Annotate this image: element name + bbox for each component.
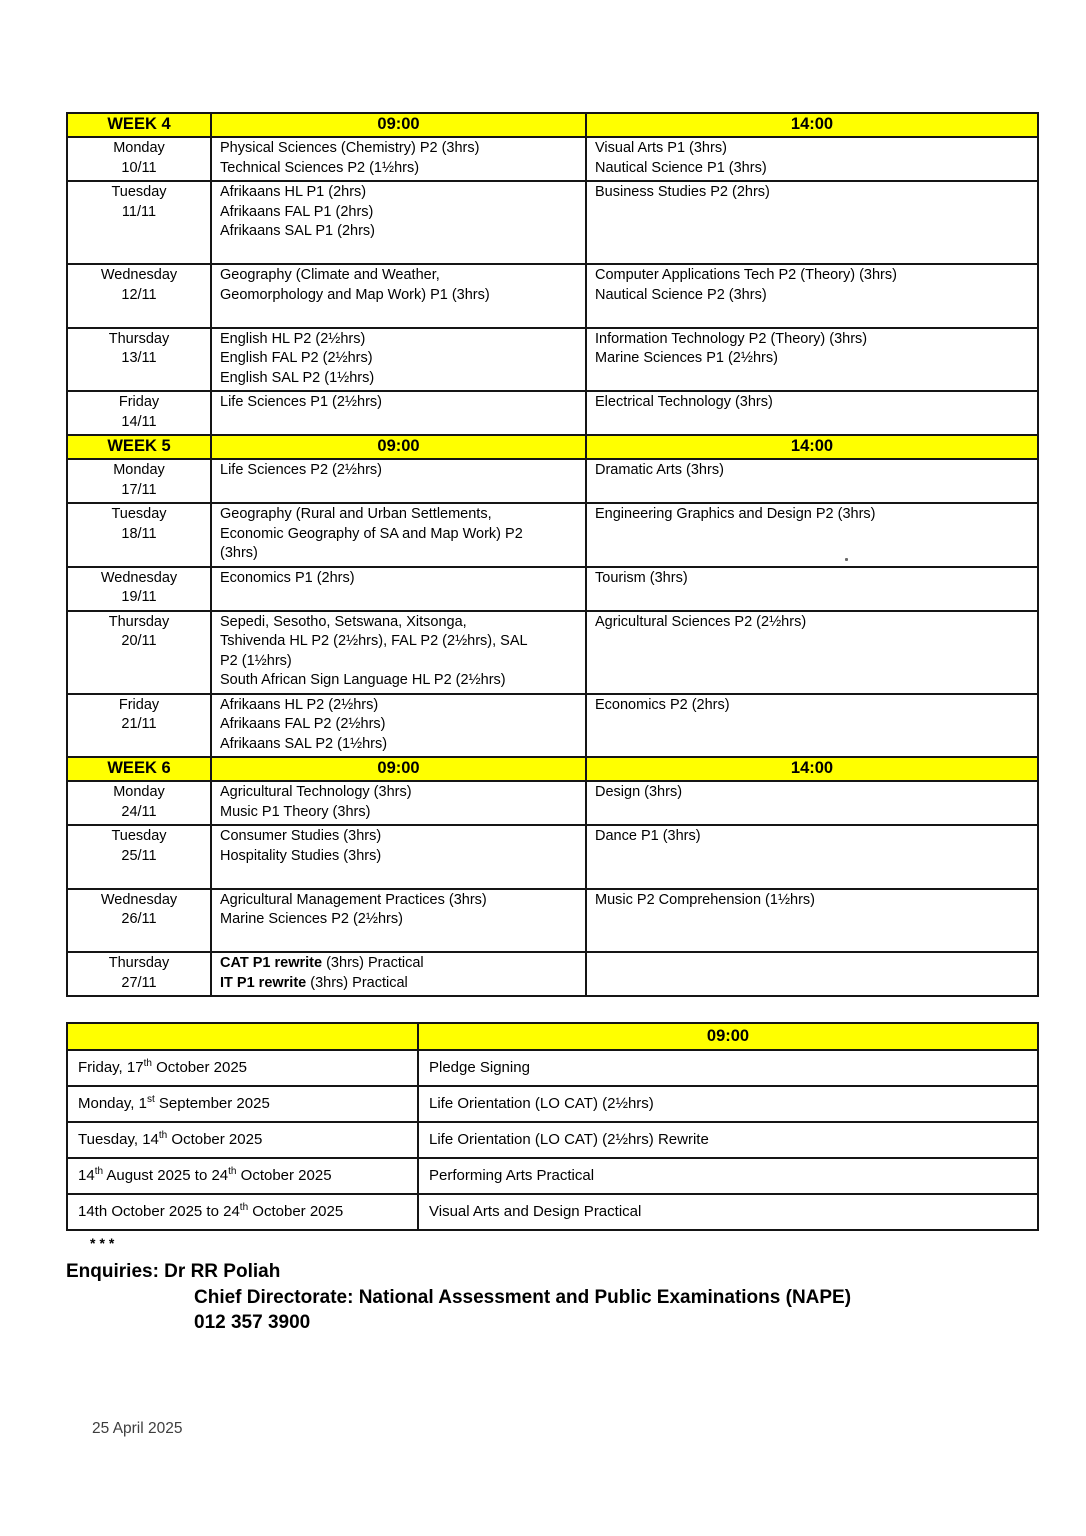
morning-exams-cell: Physical Sciences (Chemistry) P2 (3hrs) Technical Sciences P2 (1½hrs): [211, 137, 586, 181]
day-date-cell: Friday 14/11: [67, 391, 211, 435]
day-date-cell: Thursday 13/11: [67, 328, 211, 392]
week-header-row: [67, 757, 1038, 781]
session-date-cell: Monday, 1st September 2025: [67, 1086, 418, 1122]
session-activity-cell: Performing Arts Practical: [418, 1158, 1038, 1194]
special-sessions-table: [66, 1022, 1039, 1231]
session-activity-cell: Life Orientation (LO CAT) (2½hrs): [418, 1086, 1038, 1122]
exam-day-row: [67, 459, 1038, 503]
session-date-cell: 14th August 2025 to 24th October 2025: [67, 1158, 418, 1194]
afternoon-exams-cell: Business Studies P2 (2hrs): [586, 181, 1038, 264]
day-date-cell: Tuesday 11/11: [67, 181, 211, 264]
session-activity-cell: Life Orientation (LO CAT) (2½hrs) Rewrite: [418, 1122, 1038, 1158]
day-date-cell: Friday 21/11: [67, 694, 211, 758]
afternoon-exams-cell: Design (3hrs): [586, 781, 1038, 825]
morning-exams-cell: CAT P1 rewrite (3hrs) Practical IT P1 rewrite (3hrs) Practical: [211, 952, 586, 996]
special-time-header: 09:00: [418, 1023, 1038, 1050]
week-label: WEEK 6: [67, 757, 211, 781]
exam-day-row: [67, 825, 1038, 889]
morning-exams-cell: Sepedi, Sesotho, Setswana, Xitsonga, Tshivenda HL P2 (2½hrs), FAL P2 (2½hrs), SAL P2 (1½hrs) South African Sign Language HL P2 (2½hrs): [211, 611, 586, 694]
special-header-empty-cell: [67, 1023, 418, 1050]
exam-day-row: [67, 264, 1038, 328]
morning-exams-cell: Afrikaans HL P1 (2hrs) Afrikaans FAL P1 (2hrs) Afrikaans SAL P1 (2hrs): [211, 181, 586, 264]
exam-day-row: [67, 567, 1038, 611]
exam-day-row: [67, 391, 1038, 435]
afternoon-exams-cell: Electrical Technology (3hrs): [586, 391, 1038, 435]
exam-day-row: [67, 181, 1038, 264]
exam-day-row: [67, 952, 1038, 996]
exam-timetable-body: [67, 113, 1038, 996]
afternoon-exams-cell: Economics P2 (2hrs): [586, 694, 1038, 758]
week-header-row: [67, 435, 1038, 459]
exam-day-row: [67, 781, 1038, 825]
session-date-cell: Friday, 17th October 2025: [67, 1050, 418, 1086]
morning-exams-cell: English HL P2 (2½hrs) English FAL P2 (2½hrs) English SAL P2 (1½hrs): [211, 328, 586, 392]
afternoon-time-header: 14:00: [586, 757, 1038, 781]
morning-exams-cell: Life Sciences P1 (2½hrs): [211, 391, 586, 435]
enquiries-contact-line: Enquiries: Dr RR Poliah: [66, 1261, 281, 1282]
exam-day-row: [67, 611, 1038, 694]
afternoon-exams-cell: Music P2 Comprehension (1½hrs): [586, 889, 1038, 953]
session-date-cell: Tuesday, 14th October 2025: [67, 1122, 418, 1158]
special-session-row: [67, 1194, 1038, 1230]
morning-time-header: 09:00: [211, 113, 586, 137]
afternoon-exams-cell: Dramatic Arts (3hrs): [586, 459, 1038, 503]
afternoon-exams-cell: Dance P1 (3hrs): [586, 825, 1038, 889]
day-date-cell: Tuesday 18/11: [67, 503, 211, 567]
enquiries-block: [66, 1259, 1037, 1336]
document-date: 25 April 2025: [92, 1420, 183, 1437]
afternoon-exams-cell: [586, 952, 1038, 996]
week-label: WEEK 5: [67, 435, 211, 459]
special-session-row: [67, 1086, 1038, 1122]
afternoon-exams-cell: Information Technology P2 (Theory) (3hrs) Marine Sciences P1 (2½hrs): [586, 328, 1038, 392]
footnote-marker: ***: [90, 1235, 119, 1251]
afternoon-exams-cell: Computer Applications Tech P2 (Theory) (3hrs) Nautical Science P2 (3hrs): [586, 264, 1038, 328]
afternoon-exams-cell: Engineering Graphics and Design P2 (3hrs): [586, 503, 1038, 567]
afternoon-exams-cell: Agricultural Sciences P2 (2½hrs): [586, 611, 1038, 694]
afternoon-exams-cell: Visual Arts P1 (3hrs) Nautical Science P1 (3hrs): [586, 137, 1038, 181]
day-date-cell: Wednesday 19/11: [67, 567, 211, 611]
enquiries-phone-line: 012 357 3900: [194, 1312, 311, 1333]
morning-exams-cell: Agricultural Management Practices (3hrs) Marine Sciences P2 (2½hrs): [211, 889, 586, 953]
exam-day-row: [67, 694, 1038, 758]
morning-exams-cell: Consumer Studies (3hrs) Hospitality Studies (3hrs): [211, 825, 586, 889]
afternoon-time-header: 14:00: [586, 113, 1038, 137]
special-header-row: [67, 1023, 1038, 1050]
exam-day-row: [67, 889, 1038, 953]
morning-time-header: 09:00: [211, 757, 586, 781]
exam-timetable-table: [66, 112, 1039, 997]
day-date-cell: Wednesday 26/11: [67, 889, 211, 953]
session-activity-cell: Visual Arts and Design Practical: [418, 1194, 1038, 1230]
day-date-cell: Tuesday 25/11: [67, 825, 211, 889]
exam-day-row: [67, 137, 1038, 181]
afternoon-exams-cell: Tourism (3hrs): [586, 567, 1038, 611]
day-date-cell: Monday 24/11: [67, 781, 211, 825]
document-page: [66, 112, 1037, 1336]
special-session-row: [67, 1050, 1038, 1086]
week-header-row: [67, 113, 1038, 137]
special-session-row: [67, 1122, 1038, 1158]
day-date-cell: Monday 10/11: [67, 137, 211, 181]
special-session-row: [67, 1158, 1038, 1194]
day-date-cell: Monday 17/11: [67, 459, 211, 503]
afternoon-time-header: 14:00: [586, 435, 1038, 459]
day-date-cell: Thursday 27/11: [67, 952, 211, 996]
day-date-cell: Wednesday 12/11: [67, 264, 211, 328]
exam-day-row: [67, 328, 1038, 392]
morning-exams-cell: Geography (Climate and Weather, Geomorphology and Map Work) P1 (3hrs): [211, 264, 586, 328]
exam-day-row: [67, 503, 1038, 567]
enquiries-directorate-line: Chief Directorate: National Assessment and Public Examinations (NAPE): [194, 1286, 852, 1308]
special-sessions-body: [67, 1023, 1038, 1230]
morning-exams-cell: Economics P1 (2hrs): [211, 567, 586, 611]
morning-exams-cell: Life Sciences P2 (2½hrs): [211, 459, 586, 503]
morning-time-header: 09:00: [211, 435, 586, 459]
morning-exams-cell: Afrikaans HL P2 (2½hrs) Afrikaans FAL P2 (2½hrs) Afrikaans SAL P2 (1½hrs): [211, 694, 586, 758]
session-date-cell: 14th October 2025 to 24th October 2025: [67, 1194, 418, 1230]
morning-exams-cell: Agricultural Technology (3hrs) Music P1 Theory (3hrs): [211, 781, 586, 825]
stray-mark-artifact: [845, 558, 848, 561]
day-date-cell: Thursday 20/11: [67, 611, 211, 694]
week-label: WEEK 4: [67, 113, 211, 137]
session-activity-cell: Pledge Signing: [418, 1050, 1038, 1086]
morning-exams-cell: Geography (Rural and Urban Settlements, Economic Geography of SA and Map Work) P2 (3hrs): [211, 503, 586, 567]
